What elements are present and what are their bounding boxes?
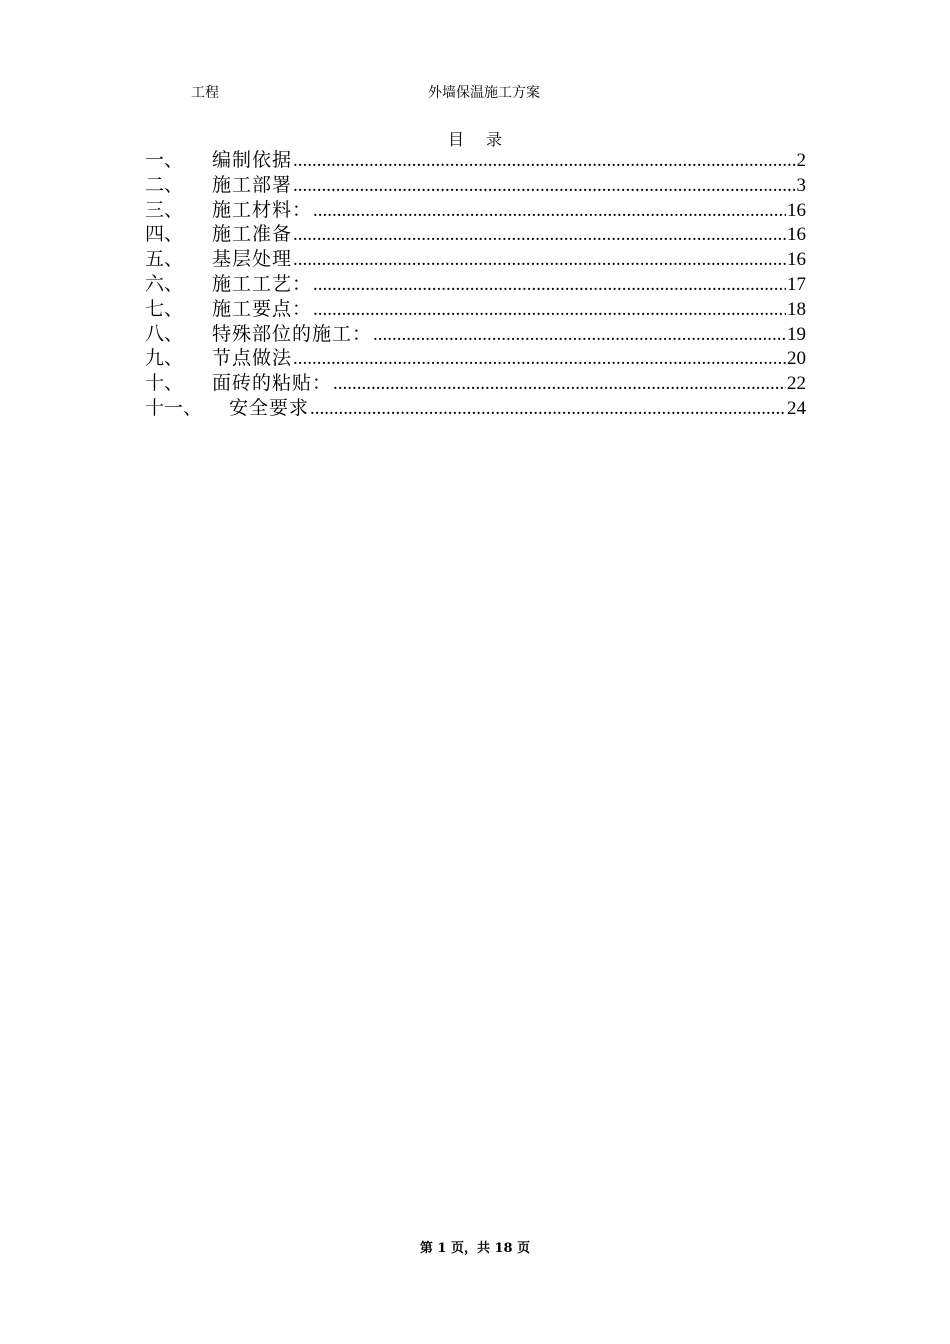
toc-entry-page: 3	[796, 174, 806, 196]
toc-entry[interactable]	[145, 148, 806, 173]
toc-entry-number: 五、	[145, 248, 184, 271]
table-of-contents	[145, 148, 806, 421]
toc-entry-number: 一、	[145, 149, 184, 171]
toc-entry-number: 八、	[145, 322, 184, 345]
toc-entry-number: 十一、	[145, 396, 203, 419]
toc-leader-dots	[293, 149, 795, 174]
toc-entry-title: 安全要求	[229, 396, 310, 419]
header-document-title: 外墙保温施工方案	[428, 85, 540, 101]
toc-entry[interactable]	[145, 247, 806, 272]
toc-entry-title: 特殊部位的施工：	[212, 322, 373, 345]
toc-entry-number: 七、	[145, 297, 184, 320]
toc-leader-dots	[293, 248, 786, 273]
toc-entry[interactable]	[145, 396, 806, 421]
toc-leader-dots	[313, 273, 786, 298]
toc-leader-dots	[293, 174, 795, 199]
toc-entry-number: 四、	[145, 223, 184, 246]
toc-leader-dots	[313, 199, 786, 224]
toc-entry[interactable]	[145, 272, 806, 297]
toc-entry-page: 16	[787, 199, 806, 221]
toc-entry-number: 十、	[145, 372, 184, 395]
toc-entry-title: 面砖的粘贴：	[212, 372, 333, 395]
toc-leader-dots	[373, 323, 786, 348]
toc-leader-dots	[313, 298, 786, 323]
toc-entry[interactable]	[145, 297, 806, 322]
toc-entry-page: 16	[787, 224, 806, 246]
toc-entry-title: 施工准备	[212, 223, 293, 246]
toc-leader-dots	[333, 372, 786, 397]
toc-entry-title: 施工部署	[212, 173, 293, 196]
page-footer-page-number: 第 1 页，共 18 页	[419, 1241, 531, 1256]
toc-entry-number: 三、	[145, 198, 184, 221]
toc-entry[interactable]	[145, 198, 806, 223]
toc-entry-page: 22	[787, 373, 806, 395]
toc-entry-page: 24	[787, 397, 806, 419]
toc-title: 目录	[447, 130, 524, 149]
toc-entry-number: 二、	[145, 173, 184, 196]
toc-entry-title: 基层处理	[212, 248, 293, 271]
toc-entry-title: 节点做法	[212, 347, 293, 370]
toc-entry-page: 18	[787, 298, 806, 320]
toc-entry[interactable]	[145, 222, 806, 247]
toc-entry[interactable]	[145, 371, 806, 396]
toc-leader-dots	[293, 223, 786, 248]
toc-entry-number: 九、	[145, 347, 184, 370]
header-project-label: 工程	[191, 85, 219, 101]
toc-entry-page: 19	[787, 323, 806, 345]
toc-entry-page: 16	[787, 249, 806, 271]
toc-entry[interactable]	[145, 173, 806, 198]
toc-entry-title: 编制依据	[212, 149, 293, 171]
toc-entry-title: 施工材料：	[212, 198, 313, 221]
toc-leader-dots	[293, 347, 786, 372]
toc-entry-page: 20	[787, 348, 806, 370]
toc-entry-title: 施工工艺：	[212, 272, 313, 295]
toc-entry[interactable]	[145, 346, 806, 371]
toc-entry-title: 施工要点：	[212, 297, 313, 320]
toc-entry-page: 17	[787, 273, 806, 295]
toc-leader-dots	[310, 397, 786, 422]
toc-entry-page: 2	[796, 150, 806, 171]
toc-entry[interactable]	[145, 322, 806, 347]
toc-entry-number: 六、	[145, 272, 184, 295]
